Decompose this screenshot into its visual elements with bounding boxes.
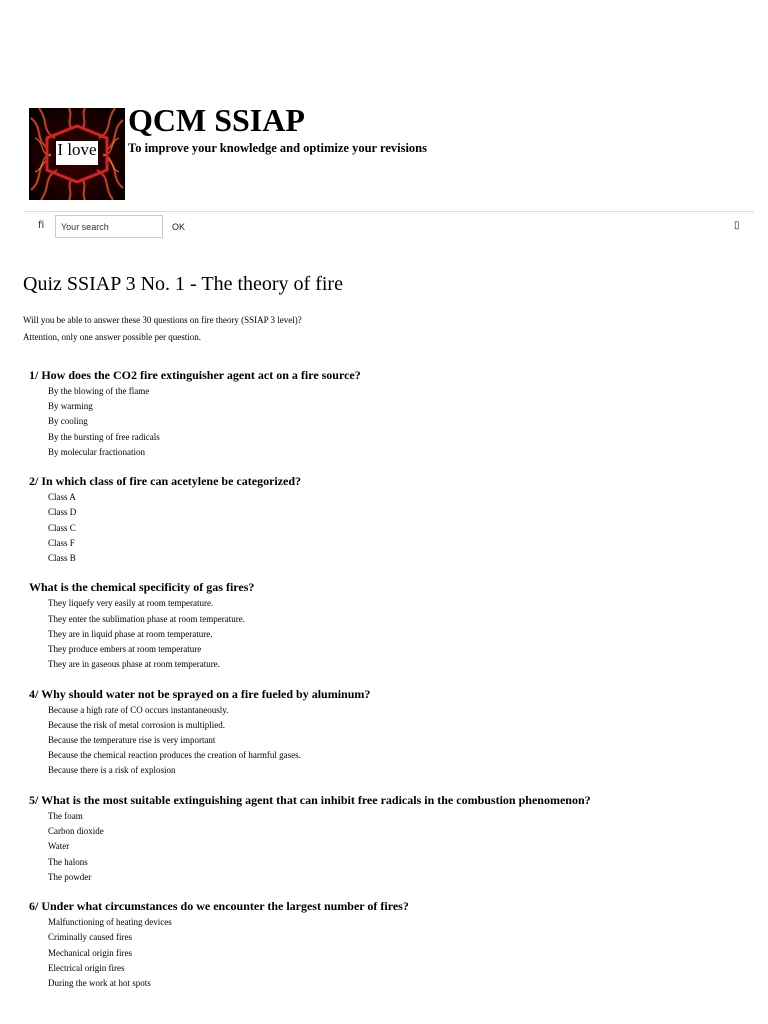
answer-option[interactable]: Class D	[48, 507, 77, 518]
question-text: What is the chemical specificity of gas fires?	[29, 580, 255, 595]
answer-option[interactable]: Because the temperature rise is very important	[48, 735, 216, 746]
fi-ligature-icon: ﬁ	[38, 220, 45, 231]
question-text: 6/ Under what circumstances do we encounter the largest number of fires?	[29, 899, 409, 914]
question-3	[29, 578, 749, 672]
quiz-questions	[29, 366, 749, 1003]
question-1	[29, 366, 749, 460]
answer-option[interactable]: Class C	[48, 522, 76, 533]
answer-option[interactable]: By the blowing of the flame	[48, 386, 150, 396]
logo-text: I love	[57, 140, 97, 159]
answer-option[interactable]: Class F	[48, 537, 75, 548]
answer-option[interactable]: Criminally caused fires	[48, 932, 132, 943]
question-text: 5/ What is the most suitable extinguishing agent that can inhibit free radicals in the combustion phenomenon?	[29, 792, 591, 807]
answer-list	[29, 915, 749, 991]
question-text: 2/ In which class of fire can acetylene be categorized?	[29, 474, 302, 489]
answer-option[interactable]: They produce embers at room temperature	[48, 644, 202, 655]
answer-list	[29, 809, 749, 885]
answer-option[interactable]: Electrical origin fires	[48, 962, 125, 973]
answer-option[interactable]: Malfunctioning of heating devices	[48, 917, 172, 928]
search-input[interactable]	[55, 215, 163, 238]
answer-list	[29, 384, 749, 460]
question-text: 1/ How does the CO2 fire extinguisher agent act on a fire source?	[29, 368, 361, 382]
question-5	[29, 791, 749, 885]
answer-option[interactable]: Mechanical origin fires	[48, 947, 132, 958]
page-title: Quiz SSIAP 3 No. 1 - The theory of fire	[23, 273, 343, 295]
answer-option[interactable]: The foam	[48, 810, 83, 821]
answer-option[interactable]: By molecular fractionation	[48, 446, 145, 457]
site-tagline: To improve your knowledge and optimize your revisions	[128, 141, 427, 155]
answer-option[interactable]: The powder	[48, 871, 92, 882]
answer-option[interactable]: Because a high rate of CO occurs instantaneously.	[48, 704, 229, 715]
answer-option[interactable]: By warming	[48, 401, 93, 412]
answer-option[interactable]: Because the chemical reaction produces the creation of harmful gases.	[48, 750, 301, 761]
answer-option[interactable]: Because there is a risk of explosion	[48, 765, 176, 776]
answer-option[interactable]: They enter the sublimation phase at room temperature.	[48, 613, 245, 624]
answer-option[interactable]: Carbon dioxide	[48, 826, 104, 837]
answer-option[interactable]: Because the risk of metal corrosion is multiplied.	[48, 719, 225, 730]
site-title[interactable]: QCM SSIAP	[128, 102, 305, 138]
menu-icon[interactable]: ▯	[734, 220, 740, 231]
intro-text: Will you be able to answer these 30 questions on fire theory (SSIAP 3 level)?	[23, 315, 302, 325]
answer-list	[29, 703, 749, 779]
answer-option[interactable]: Water	[48, 841, 70, 852]
question-6	[29, 897, 749, 991]
answer-list	[29, 490, 749, 566]
answer-option[interactable]: By the bursting of free radicals	[48, 431, 160, 442]
answer-option[interactable]: They are in gaseous phase at room temperature.	[48, 659, 220, 670]
answer-option[interactable]: They liquefy very easily at room temperature.	[48, 598, 214, 609]
site-logo[interactable]	[29, 108, 125, 200]
answer-list	[29, 596, 749, 672]
answer-option[interactable]: During the work at hot spots	[48, 977, 151, 988]
question-2	[29, 472, 749, 566]
answer-option[interactable]: By cooling	[48, 416, 88, 427]
header-divider	[23, 211, 754, 212]
answer-option[interactable]: The halons	[48, 856, 88, 867]
answer-option[interactable]: Class B	[48, 552, 76, 563]
question-text: 4/ Why should water not be sprayed on a fire fueled by aluminum?	[29, 686, 371, 701]
search-ok-button[interactable]: OK	[166, 219, 191, 235]
attention-note: Attention, only one answer possible per question.	[23, 332, 201, 342]
answer-option[interactable]: They are in liquid phase at room temperature.	[48, 628, 213, 639]
answer-option[interactable]: Class A	[48, 492, 76, 503]
question-4	[29, 685, 749, 779]
